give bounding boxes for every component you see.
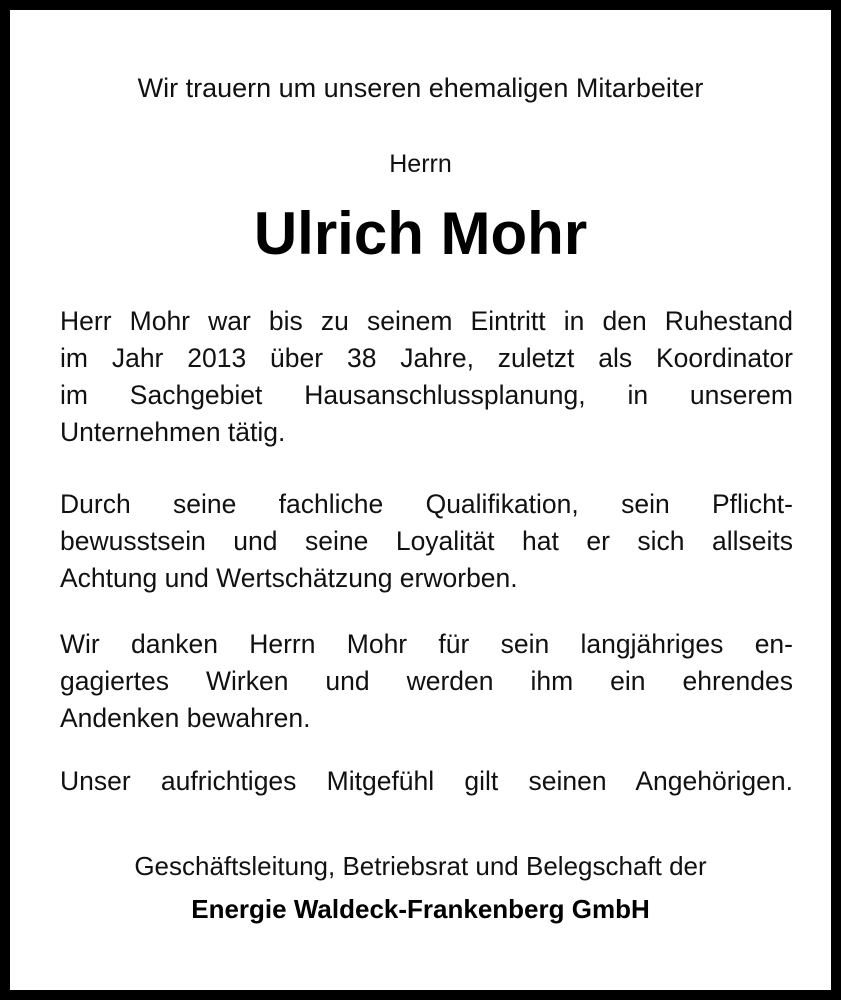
text-line: im Jahr 2013 über 38 Jahre, zuletzt als Koordinator [60,343,793,373]
paragraph-career [60,303,793,451]
signature-line: Geschäftsleitung, Betriebsrat und Belegschaft der [134,851,707,881]
salutation: Herrn [389,150,452,178]
intro-text: Wir trauern um unseren ehemaligen Mitarbeiter [137,73,704,103]
text-line: im Sachgebiet Hausanschlussplanung, in unserem [60,380,793,410]
text-line: Herr Mohr war bis zu seinem Eintritt in den Ruhestand [60,306,793,336]
text-line: Durch seine fachliche Qualifikation, sein Pflicht- [60,489,793,519]
text-line: bewusstsein und seine Loyalität hat er sich allseits [60,526,793,556]
company-name: Energie Waldeck-Frankenberg GmbH [191,894,650,924]
text-line: gagiertes Wirken und werden ihm ein ehrendes [60,666,793,696]
paragraph-condolences [60,763,793,800]
deceased-name: Ulrich Mohr [253,200,588,267]
paragraph-qualities [60,486,793,597]
text-line: Andenken bewahren. [60,703,311,733]
text-line: Wir danken Herrn Mohr für sein langjähriges en- [60,629,793,659]
text-line: Unternehmen tätig. [60,417,286,447]
text-line: Achtung und Wertschätzung erworben. [60,563,518,593]
text-line: Unser aufrichtiges Mitgefühl gilt seinen Angehörigen. [60,766,793,796]
paragraph-thanks [60,626,793,737]
